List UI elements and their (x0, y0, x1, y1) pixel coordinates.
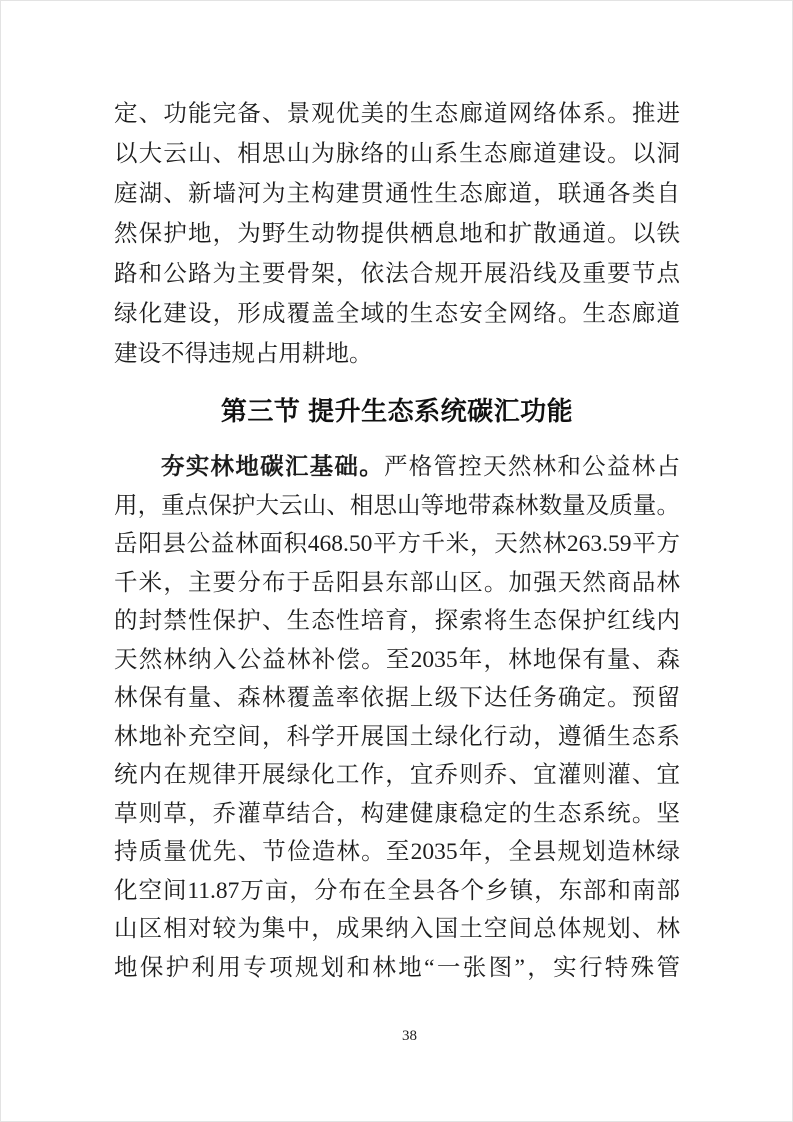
paragraph-continuation (114, 94, 680, 374)
body-line: 化空间11.87万亩，分布在全县各个乡镇，东部和南部 (114, 877, 680, 904)
body-line-text: 严格管控天然林和公益林占 (383, 454, 681, 480)
body-line: 天然林纳入公益林补偿。至2035年，林地保有量、森 (114, 646, 680, 673)
page-content (114, 94, 680, 987)
body-line: 持质量优先、节俭造林。至2035年，全县规划造林绿 (114, 839, 680, 865)
page-number: 38 (402, 1028, 417, 1044)
body-line: 统内在规律开展绿化工作，宜乔则乔、宜灌则灌、宜 (114, 762, 680, 788)
body-line: 绿化建设，形成覆盖全域的生态安全网络。生态廊道 (114, 301, 680, 327)
body-line: 林地补充空间，科学开展国土绿化行动，遵循生态系 (114, 723, 680, 750)
body-line: 草则草，乔灌草结合，构建健康稳定的生态系统。坚 (114, 800, 680, 827)
body-line: 的封禁性保护、生态性培育，探索将生态保护红线内 (114, 608, 680, 634)
body-line: 用，重点保护大云山、相思山等地带森林数量及质量。 (114, 492, 680, 519)
body-line: 定、功能完备、景观优美的生态廊道网络体系。推进 (114, 101, 680, 127)
body-line: 千米，主要分布于岳阳县东部山区。加强天然商品林 (114, 569, 680, 596)
body-line: 建设不得违规占用耕地。 (114, 341, 373, 367)
body-line: 岳阳县公益林面积468.50平方千米，天然林263.59平方 (114, 531, 680, 557)
body-line: 林保有量、森林覆盖率依据上级下达任务确定。预留 (114, 685, 680, 711)
body-line: 山区相对较为集中，成果纳入国土空间总体规划、林 (114, 916, 680, 942)
body-line: 以大云山、相思山为脉络的山系生态廊道建设。以洞 (114, 141, 680, 167)
body-line: 路和公路为主要骨架，依法合规开展沿线及重要节点 (114, 261, 680, 287)
body-line: 地保护利用专项规划和林地“一张图”，实行特殊管 (114, 954, 680, 981)
body-line: 庭湖、新墙河为主构建贯通性生态廊道，联通各类自 (114, 181, 680, 207)
body-line: 然保护地，为野生动物提供栖息地和扩散通道。以铁 (114, 221, 680, 247)
paragraph-forest-carbon (114, 448, 680, 987)
body-line (114, 448, 680, 487)
bold-lead-phrase: 夯实林地碳汇基础。 (161, 454, 384, 480)
section-heading: 第三节 提升生态系统碳汇功能 (220, 396, 574, 426)
